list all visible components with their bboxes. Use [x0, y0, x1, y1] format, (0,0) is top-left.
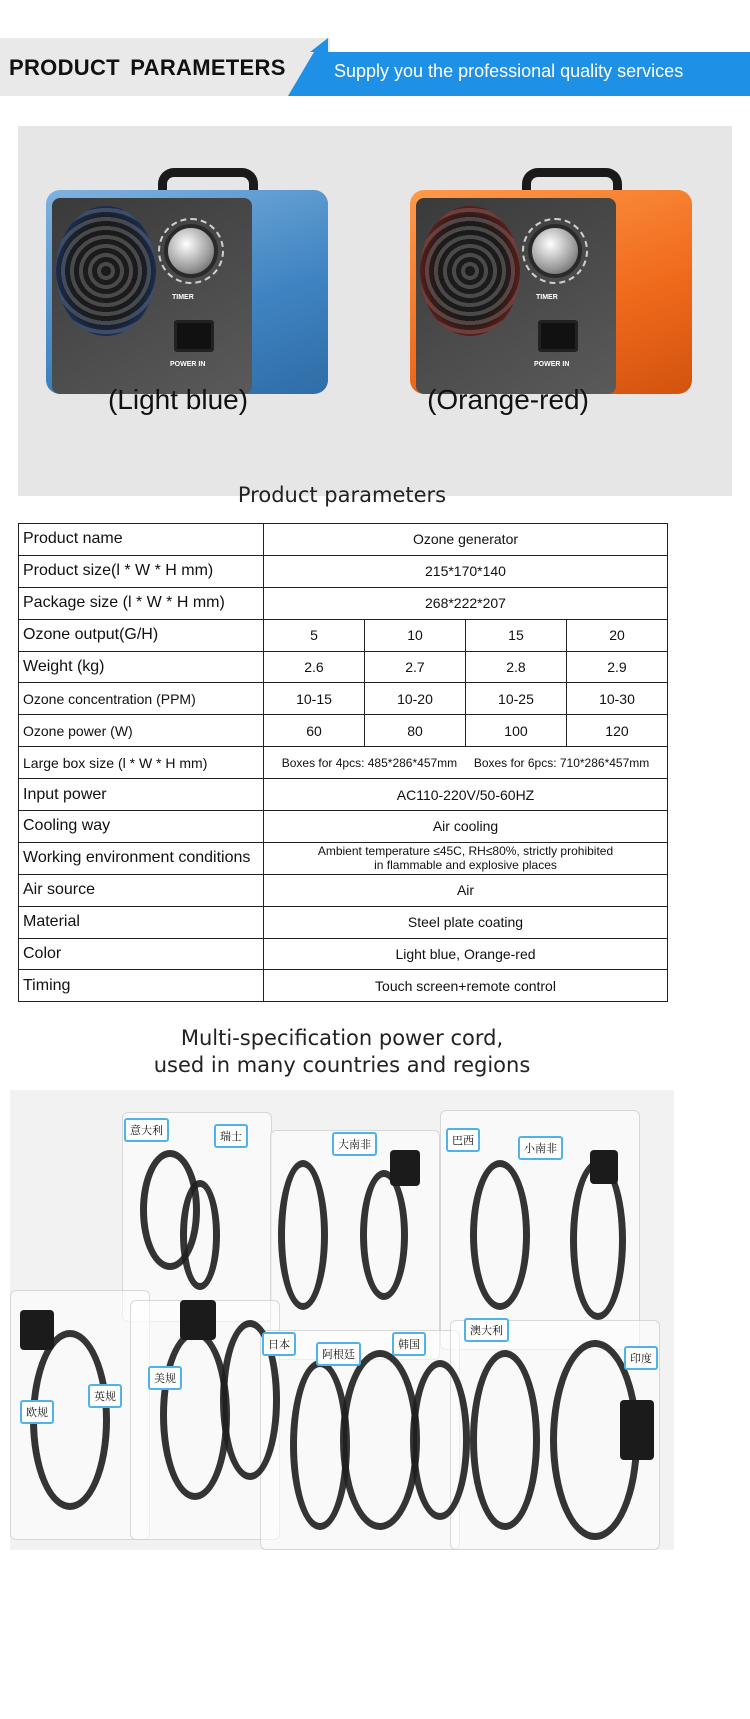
params-table	[18, 523, 668, 1002]
cord-coil-icon	[470, 1350, 540, 1530]
table-row: Air source Air	[19, 874, 668, 906]
cord-tag: 美规	[148, 1366, 182, 1390]
cord-tag: 澳大利	[464, 1318, 509, 1342]
cord-section-title: Multi-specification power cord, used in many countries and regions	[153, 1026, 531, 1077]
timer-label: TIMER	[536, 294, 558, 301]
timer-knob-icon	[528, 224, 582, 278]
table-row: Cooling way Air cooling	[19, 811, 668, 843]
ozone-generator-orange-red-image	[410, 168, 700, 398]
timer-knob-icon	[164, 224, 218, 278]
cord-tag: 欧规	[20, 1400, 54, 1424]
header-banner	[0, 38, 750, 96]
table-row: Product name Ozone generator	[19, 524, 668, 556]
cord-coil-icon	[160, 1330, 230, 1500]
fan-grille-icon	[420, 206, 520, 336]
table-row: Color Light blue, Orange-red	[19, 938, 668, 970]
table-row: Ozone power (W) 60 80 100 120	[19, 715, 668, 747]
cord-tag: 英规	[88, 1384, 122, 1408]
cord-coil-icon	[340, 1350, 420, 1530]
cord-coil-icon	[360, 1170, 408, 1300]
cord-coil-icon	[180, 1180, 220, 1290]
plug-icon	[390, 1150, 420, 1186]
caption-light-blue: (Light blue)	[107, 384, 249, 415]
banner-subtitle: Supply you the professional quality services	[334, 61, 684, 81]
table-row: Package size (l * W * H mm) 268*222*207	[19, 587, 668, 619]
plug-icon	[590, 1150, 618, 1184]
cord-tag: 韩国	[392, 1332, 426, 1356]
table-row: Input power AC110-220V/50-60HZ	[19, 779, 668, 811]
banner-title: PRODUCT PARAMETERS	[9, 55, 286, 80]
table-row: Ozone output(G/H) 5 10 15 20	[19, 619, 668, 651]
table-row: Weight (kg) 2.6 2.7 2.8 2.9	[19, 651, 668, 683]
timer-label: TIMER	[172, 294, 194, 301]
product-photo-panel	[18, 126, 732, 496]
cord-tag: 大南非	[332, 1132, 377, 1156]
plug-icon	[20, 1310, 54, 1350]
cord-tag: 瑞士	[214, 1124, 248, 1148]
table-row: Product size(l * W * H mm) 215*170*140	[19, 555, 668, 587]
power-in-label: POWER IN	[534, 361, 570, 368]
cord-tag: 小南非	[518, 1136, 563, 1160]
cord-coil-icon	[470, 1160, 530, 1310]
cord-tag: 意大利	[124, 1118, 169, 1142]
cord-tag: 阿根廷	[316, 1342, 361, 1366]
power-socket-icon	[174, 320, 214, 352]
caption-orange-red: (Orange-red)	[427, 384, 589, 415]
ozone-generator-light-blue-image	[46, 168, 336, 398]
table-row: Timing Touch screen+remote control	[19, 970, 668, 1002]
table-row: Working environment conditions Ambient temperature ≤45C, RH≤80%, strictly prohibited in flammable and explosive places	[19, 842, 668, 874]
cord-tag: 日本	[262, 1332, 296, 1356]
cord-tag: 巴西	[446, 1128, 480, 1152]
plug-icon	[620, 1400, 654, 1460]
cord-coil-icon	[570, 1160, 626, 1320]
table-row: Material Steel plate coating	[19, 906, 668, 938]
power-cords-photo	[10, 1090, 674, 1550]
power-socket-icon	[538, 320, 578, 352]
cord-coil-icon	[278, 1160, 328, 1310]
power-in-label: POWER IN	[170, 361, 206, 368]
table-row: Ozone concentration (PPM) 10-15 10-20 10-25 10-30	[19, 683, 668, 715]
params-title: Product parameters	[237, 483, 447, 507]
fan-grille-icon	[56, 206, 156, 336]
cord-coil-icon	[410, 1360, 470, 1520]
plug-icon	[180, 1300, 216, 1340]
table-row: Large box size (l * W * H mm) Boxes for 4pcs: 485*286*457mm Boxes for 6pcs: 710*286*457mm	[19, 747, 668, 779]
cord-tag: 印度	[624, 1346, 658, 1370]
